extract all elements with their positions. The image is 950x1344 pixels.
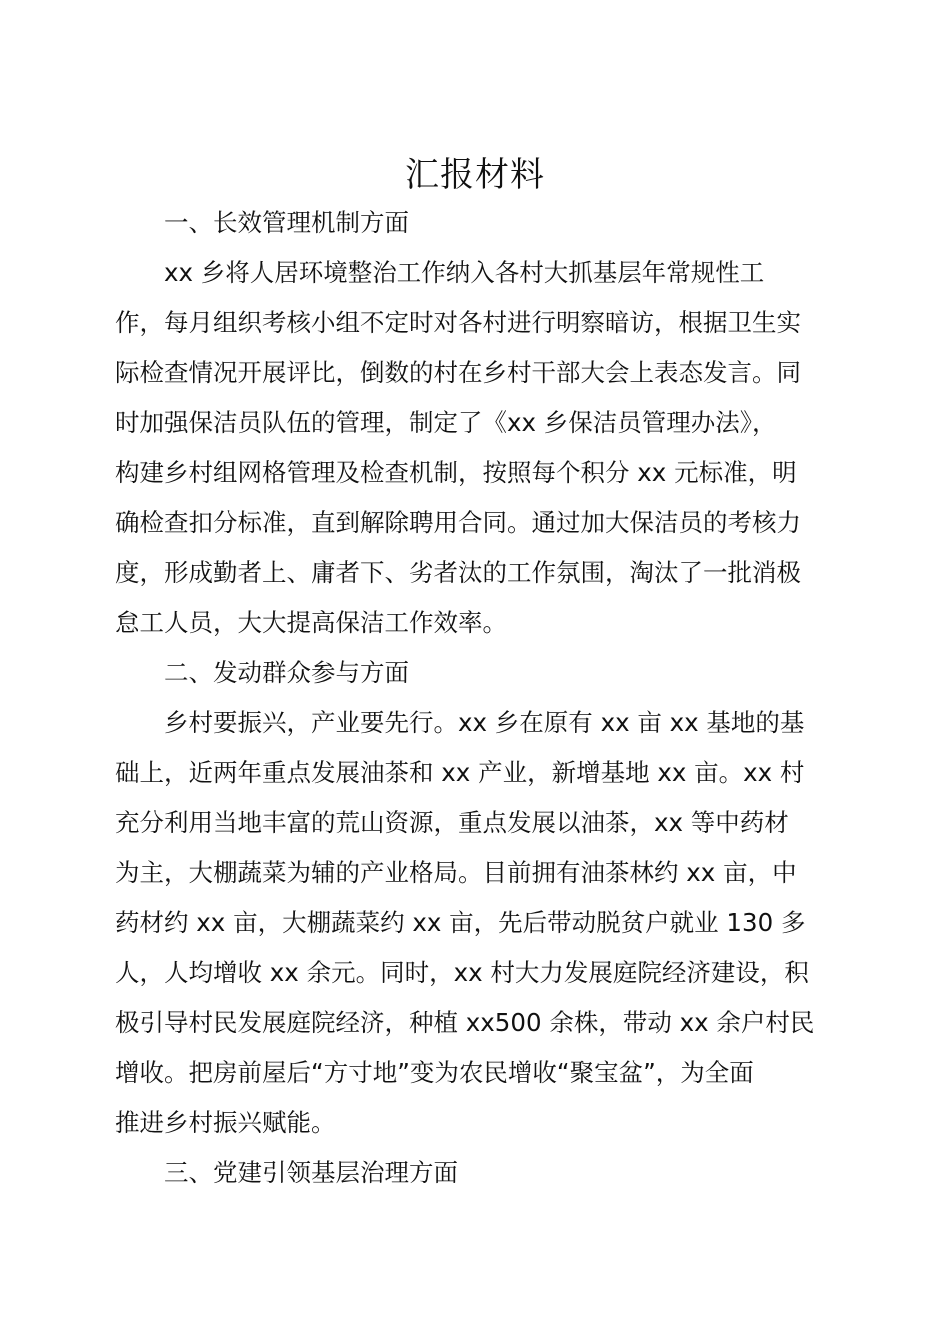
paragraph-line: 作，每月组织考核小组不定时对各村进行明察暗访，根据卫生实 [115, 308, 801, 337]
paragraph-line: 极引导村民发展庭院经济，种植 xx500 余株，带动 xx 余户村民 [115, 1008, 815, 1037]
paragraph-line: 推进乡村振兴赋能。 [115, 1108, 336, 1137]
paragraph-line: 础上，近两年重点发展油茶和 xx 产业，新增基地 xx 亩。xx 村 [115, 758, 805, 787]
section-heading-2: 二、发动群众参与方面 [164, 658, 409, 687]
paragraph-line: 构建乡村组网格管理及检查机制，按照每个积分 xx 元标准，明 [115, 458, 797, 487]
paragraph-line: 时加强保洁员队伍的管理，制定了《xx 乡保洁员管理办法》， [115, 408, 777, 437]
section-heading-3: 三、党建引领基层治理方面 [164, 1158, 458, 1187]
paragraph-line: 乡村要振兴，产业要先行。xx 乡在原有 xx 亩 xx 基地的基 [164, 708, 805, 737]
paragraph-line: 人，人均增收 xx 余元。同时，xx 村大力发展庭院经济建设，积 [115, 958, 809, 987]
paragraph-line: xx 乡将人居环境整治工作纳入各村大抓基层年常规性工 [164, 258, 765, 287]
paragraph-line: 度，形成勤者上、庸者下、劣者汰的工作氛围，淘汰了一批消极 [115, 558, 801, 587]
paragraph-line: 为主，大棚蔬菜为辅的产业格局。目前拥有油茶林约 xx 亩，中 [115, 858, 797, 887]
paragraph-line: 确检查扣分标准，直到解除聘用合同。通过加大保洁员的考核力 [115, 508, 801, 537]
paragraph-line: 际检查情况开展评比，倒数的村在乡村干部大会上表态发言。同 [115, 358, 801, 387]
section-heading-1: 一、长效管理机制方面 [164, 208, 409, 237]
paragraph-line: 增收。把房前屋后“方寸地”变为农民增收“聚宝盆”，为全面 [115, 1058, 754, 1087]
document-title: 汇报材料 [405, 155, 545, 195]
paragraph-line: 药材约 xx 亩，大棚蔬菜约 xx 亩，先后带动脱贫户就业 130 多 [115, 908, 806, 937]
paragraph-line: 怠工人员，大大提高保洁工作效率。 [115, 608, 507, 637]
paragraph-line: 充分利用当地丰富的荒山资源，重点发展以油茶，xx 等中药材 [115, 808, 789, 837]
